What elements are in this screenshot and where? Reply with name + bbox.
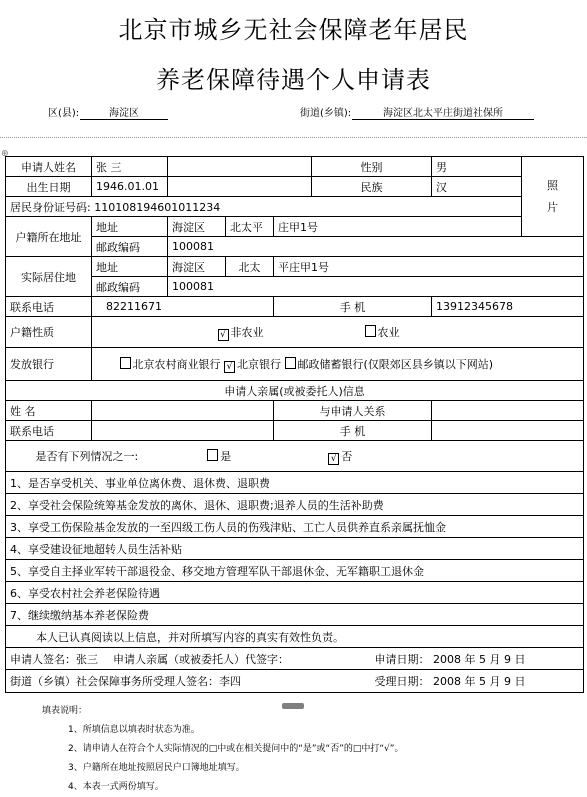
note-item: 1、所填信息以填表时状态为准。 <box>68 725 200 735</box>
id-cell[interactable] <box>6 197 522 217</box>
gender-value[interactable]: 男 <box>432 157 522 177</box>
bank-options <box>92 348 584 381</box>
table-row <box>6 670 584 693</box>
postcode-label: 邮政编码 <box>92 237 168 257</box>
photo-label1: 照 <box>547 178 558 192</box>
non-agri-label: 非农业 <box>230 325 264 339</box>
relative-phone-value[interactable] <box>92 421 274 441</box>
office-signature: 街道（乡镇）社会保障事务所受理人签名：李四 <box>10 675 241 688</box>
table-row <box>6 177 584 197</box>
table-row <box>6 626 584 648</box>
birth-value[interactable]: 1946.01.01 <box>92 177 168 197</box>
phone-label: 联系电话 <box>6 297 92 317</box>
table-move-handle-icon[interactable]: ⊕ <box>1 149 9 159</box>
relative-phone-label: 联系电话 <box>6 421 92 441</box>
situation-item: 3、享受工伤保险基金发放的一至四级工伤人员的伤残津贴、工亡人员供养直系亲属抚恤金 <box>6 516 584 538</box>
residence-district[interactable]: 海淀区 <box>168 257 226 277</box>
residence-area[interactable]: 北太 <box>226 257 274 277</box>
note-item: 2、请申请人在符合个人实际情况的□中或在相关提问中的“是”或“否”的□中打“√”。 <box>68 744 404 754</box>
situation-question: 是否有下列情况之一: <box>35 449 139 463</box>
table-row <box>6 277 584 297</box>
application-table <box>5 156 584 693</box>
situation-item: 1、是否享受机关、事业单位离休费、退休费、退职费 <box>6 472 584 494</box>
name-label: 申请人姓名 <box>6 157 92 177</box>
photo-label2: 片 <box>547 200 558 214</box>
hukou-area[interactable]: 北太平 <box>226 217 274 237</box>
bank-postal-label: 邮政储蓄银行(仅限郊区县乡镇以下网站) <box>297 357 494 371</box>
mobile-value[interactable]: 13912345678 <box>432 297 584 317</box>
hukou-address-label: 户籍所在地址 <box>6 217 92 257</box>
table-row <box>6 582 584 604</box>
table-row <box>6 297 584 317</box>
agri-checkbox[interactable] <box>365 325 376 337</box>
table-row <box>6 494 584 516</box>
address-label: 地址 <box>92 217 168 237</box>
situation-no-checkbox[interactable]: √ <box>328 453 339 465</box>
relative-mobile-value[interactable] <box>432 421 584 441</box>
address-label: 地址 <box>92 257 168 277</box>
blank-cell <box>168 157 312 177</box>
bank-label: 发放银行 <box>6 348 92 381</box>
ethnicity-value[interactable]: 汉 <box>432 177 522 197</box>
ethnicity-label: 民族 <box>312 177 432 197</box>
gender-label: 性别 <box>312 157 432 177</box>
relation-label: 与申请人关系 <box>274 401 432 421</box>
phone-value[interactable]: 82211671 <box>92 297 274 317</box>
district-label: 区(县): <box>48 108 80 119</box>
situation-yes-label: 是 <box>220 449 232 463</box>
relative-name-label: 姓 名 <box>6 401 92 421</box>
table-row <box>6 381 584 401</box>
bank-rural-label: 北京农村商业银行 <box>132 357 221 371</box>
relation-value[interactable] <box>432 401 584 421</box>
residence-detail[interactable]: 平庄甲1号 <box>274 257 584 277</box>
office-signature-row[interactable] <box>6 670 584 693</box>
table-row <box>6 604 584 626</box>
hukou-type-label: 户籍性质 <box>6 317 92 348</box>
applicant-signature: 申请人签名：张三 <box>10 652 98 666</box>
situation-item: 4、享受建设征地超转人员生活补贴 <box>6 538 584 560</box>
table-row <box>6 401 584 421</box>
table-row <box>6 648 584 670</box>
birth-label: 出生日期 <box>6 177 92 197</box>
table-row <box>6 348 584 381</box>
situation-item: 5、享受自主择业军转干部退役金、移交地方管理军队干部退休金、无军籍职工退休金 <box>6 560 584 582</box>
bank-beijing-checkbox[interactable]: √ <box>224 361 235 373</box>
note-item: 4、本表一式两份填写。 <box>68 782 164 792</box>
non-agri-checkbox[interactable]: √ <box>218 329 229 341</box>
situation-item: 7、继续缴纳基本养老保险费 <box>6 604 584 626</box>
residence-label: 实际居住地 <box>6 257 92 297</box>
table-row <box>6 237 584 257</box>
photo-cell <box>522 157 584 237</box>
table-row <box>6 472 584 494</box>
table-row <box>6 217 584 237</box>
table-row <box>6 516 584 538</box>
hukou-postcode[interactable]: 100081 <box>168 237 584 257</box>
hukou-district[interactable]: 海淀区 <box>168 217 226 237</box>
relative-mobile-label: 手 机 <box>274 421 432 441</box>
street-value: 海淀区北太平庄街道社保所 <box>352 104 534 120</box>
id-label: 居民身份证号码: <box>10 200 91 214</box>
bank-rural-checkbox[interactable] <box>120 357 131 369</box>
situation-question-row <box>6 441 584 472</box>
accept-date: 受理日期： 2008 年 5 月 9 日 <box>374 675 526 688</box>
table-row <box>6 197 584 217</box>
hukou-detail[interactable]: 庄甲1号 <box>274 217 522 237</box>
table-row <box>6 257 584 277</box>
notes-heading: 填表说明： <box>42 706 88 716</box>
street-label: 街道(乡镇): <box>300 108 352 119</box>
bank-beijing-label: 北京银行 <box>237 357 281 371</box>
postcode-label: 邮政编码 <box>92 277 168 297</box>
form-title-line2: 养老保障待遇个人申请表 <box>156 66 431 94</box>
table-row <box>6 317 584 348</box>
residence-postcode[interactable]: 100081 <box>168 277 584 297</box>
relative-section-title: 申请人亲属(或被委托人)信息 <box>6 381 584 401</box>
table-row <box>6 421 584 441</box>
table-row <box>6 538 584 560</box>
hukou-type-options <box>92 317 584 348</box>
applicant-signature-row[interactable] <box>6 648 584 670</box>
relative-signature: 申请人亲属（或被委托人）代签字： <box>113 652 289 666</box>
situation-item: 6、享受农村社会养老保险待遇 <box>6 582 584 604</box>
form-title-line1: 北京市城乡无社会保障老年居民 <box>118 16 469 44</box>
relative-name-value[interactable] <box>92 401 274 421</box>
situation-item: 2、享受社会保险统筹基金发放的离休、退休、退职费;退养人员的生活补助费 <box>6 494 584 516</box>
table-row <box>6 157 584 177</box>
agri-label: 农业 <box>377 325 400 339</box>
note-item: 3、户籍所在地址按照居民户口簿地址填写。 <box>68 763 245 773</box>
mobile-label: 手 机 <box>274 297 432 317</box>
declaration-text: 本人已认真阅读以上信息，并对所填写内容的真实有效性负责。 <box>6 626 584 648</box>
page-margin-guide <box>0 137 587 139</box>
table-row <box>6 441 584 472</box>
blank-cell <box>168 177 312 197</box>
situation-no-label: 否 <box>341 449 353 463</box>
form-notes <box>42 702 403 797</box>
apply-date: 申请日期： 2008 年 5 月 9 日 <box>374 652 526 666</box>
situation-yes-checkbox[interactable] <box>207 449 218 461</box>
id-value: 110108194601011234 <box>94 200 221 214</box>
district-value: 海淀区 <box>80 104 168 120</box>
table-row <box>6 560 584 582</box>
name-value[interactable]: 张 三 <box>92 157 168 177</box>
bank-postal-checkbox[interactable] <box>285 357 296 369</box>
